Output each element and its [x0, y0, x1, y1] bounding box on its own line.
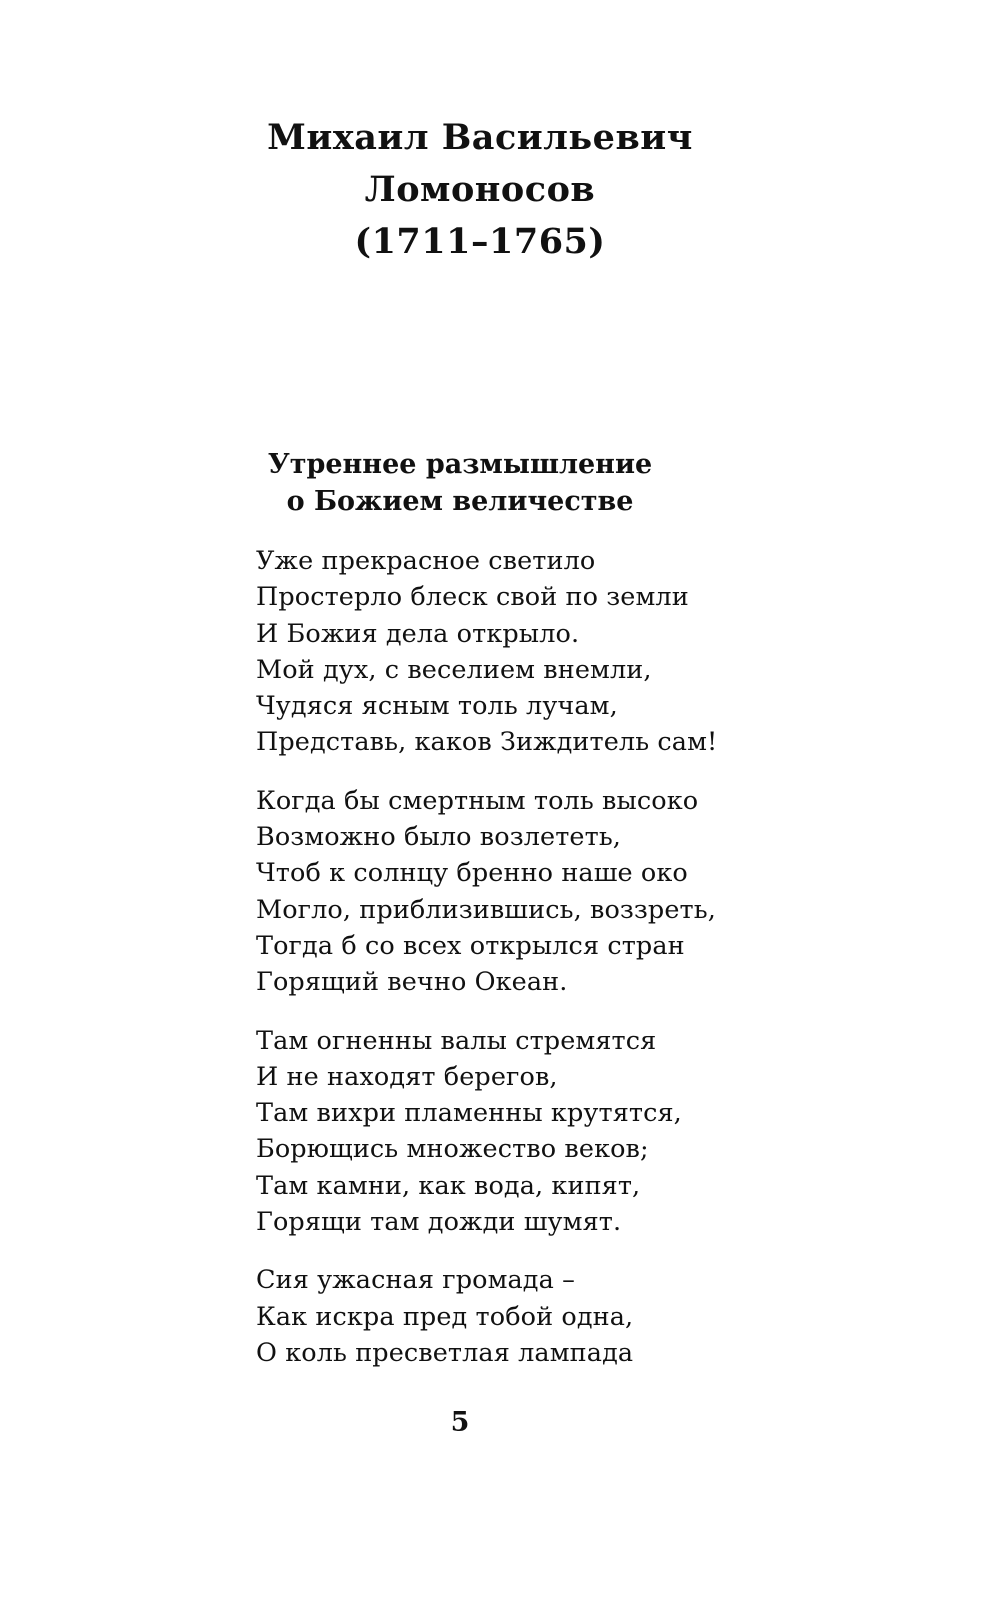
verse-line: Чудяся ясным толь лучам,: [256, 691, 618, 722]
page-number: 5: [450, 1407, 470, 1438]
verse-line: Борющись множество веков;: [256, 1134, 649, 1165]
verse-line: Возможно было возлететь,: [256, 822, 622, 853]
author-years: (1711–1765): [354, 221, 606, 262]
stanza: [256, 543, 796, 761]
author-name-first: Михаил Васильевич: [267, 117, 693, 158]
poem-title: [0, 446, 920, 520]
verse-line: И не находят берегов,: [256, 1061, 558, 1092]
verse-line: Горящий вечно Океан.: [256, 967, 568, 998]
verse-line: Уже прекрасное светило: [256, 546, 596, 576]
verse-line: И Божия дела открыло.: [256, 618, 580, 649]
poem-body: [256, 543, 796, 1393]
verse-line: Чтоб к солнцу бренно наше око: [256, 858, 688, 889]
verse-line: Представь, каков Зиждитель сам!: [256, 727, 718, 758]
author-name-last: Ломоносов: [364, 169, 596, 210]
verse-line: Горящи там дожди шумят.: [256, 1207, 622, 1238]
verse-line: Сия ужасная громада –: [256, 1265, 575, 1296]
verse-line: Как искра пред тобой одна,: [256, 1301, 634, 1332]
verse-line: Простерло блеск свой по земли: [256, 582, 689, 613]
verse-line: Могло, приблизившись, воззреть,: [256, 894, 716, 925]
author-heading: [0, 112, 960, 268]
verse-line: Там вихри пламенны крутятся,: [256, 1098, 682, 1129]
verse-line: Когда бы смертным толь высоко: [256, 785, 699, 816]
stanza: [256, 1023, 796, 1241]
poem-title-line: Утреннее размышление: [267, 449, 653, 480]
verse-line: Тогда б со всех открылся стран: [256, 930, 685, 961]
verse-line: Там камни, как вода, кипят,: [256, 1170, 641, 1201]
poem-title-line: о Божием величестве: [286, 486, 634, 517]
verse-line: О коль пресветлая лампада: [256, 1337, 634, 1368]
stanza: [256, 783, 796, 1001]
verse-line: Мой дух, с веселием внемли,: [256, 654, 652, 685]
stanza: [256, 1262, 796, 1371]
verse-line: Там огненны валы стремятся: [256, 1025, 657, 1056]
